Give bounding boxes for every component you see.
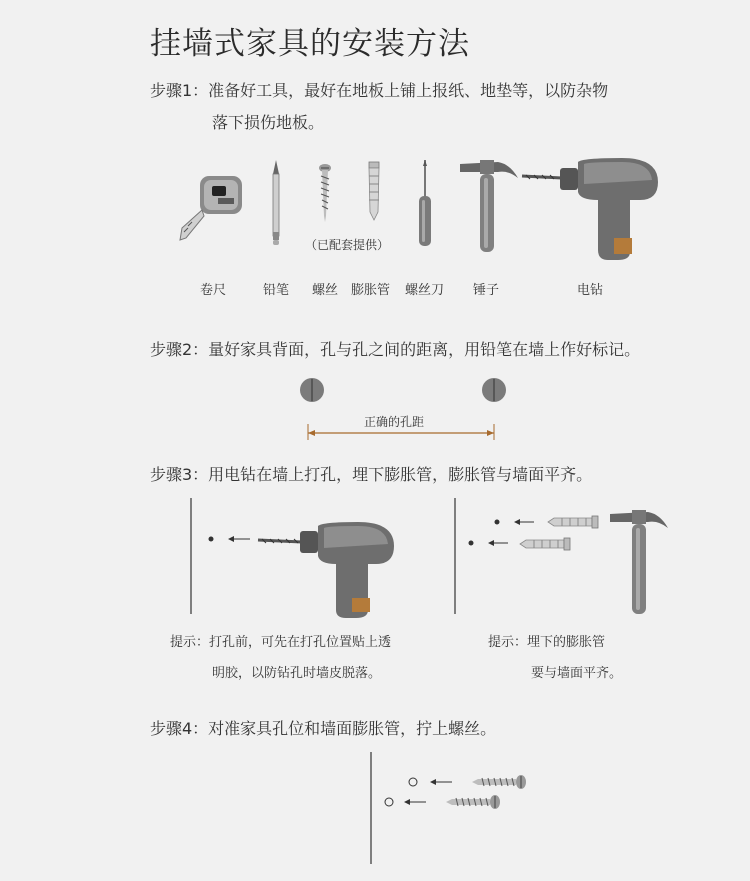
tool-label-hammer: 锤子 xyxy=(473,283,500,298)
wall-line-icon xyxy=(190,498,192,614)
tool-label-plug: 膨胀管 xyxy=(351,283,391,298)
arrow-left-icon xyxy=(228,534,250,544)
page-title: 挂墙式家具的安装方法 xyxy=(150,26,470,62)
step1-line2: 落下损伤地板。 xyxy=(212,113,325,132)
arrow-left-icon xyxy=(488,538,508,548)
step3-text: 步骤3：用电钻在墙上打孔，埋下膨胀管，膨胀管与墙面平齐。 xyxy=(150,465,593,484)
arrow-left-icon xyxy=(514,517,534,527)
screw-horizontal-icon xyxy=(446,794,502,810)
step4-text: 步骤4：对准家具孔位和墙面膨胀管，拧上螺丝。 xyxy=(150,719,497,738)
tool-label-screwdriver: 螺丝刀 xyxy=(405,283,445,298)
tool-label-pencil: 铅笔 xyxy=(263,283,290,298)
screwdriver-icon xyxy=(416,160,434,248)
step2-text: 步骤2：量好家具背面，孔与孔之间的距离，用铅笔在墙上作好标记。 xyxy=(150,340,641,359)
hammer-step3-icon xyxy=(608,508,670,616)
step1-line1: 步骤1：准备好工具，最好在地板上铺上报纸、地垫等，以防杂物 xyxy=(150,81,609,100)
plug-ring-icon xyxy=(384,797,394,807)
tool-label-drill: 电钻 xyxy=(577,283,604,298)
provided-note: （已配套提供） xyxy=(305,238,390,252)
distance-label: 正确的孔距 xyxy=(364,415,425,429)
arrow-left-icon xyxy=(404,797,426,807)
tip-left-line2: 明胶，以防钻孔时墙皮脱落。 xyxy=(212,666,382,681)
wall-plug-horizontal-icon xyxy=(548,515,600,529)
tip-right-line1: 提示：埋下的膨胀管 xyxy=(488,635,606,650)
wall-plug-icon xyxy=(366,162,382,220)
tool-label-screw: 螺丝 xyxy=(312,283,339,298)
plug-hole-dot-icon xyxy=(468,540,474,546)
plug-ring-icon xyxy=(408,777,418,787)
plug-hole-dot-icon xyxy=(494,519,500,525)
screw-horizontal-icon xyxy=(472,774,528,790)
wall-line-step4-icon xyxy=(370,752,372,864)
tape-measure-icon xyxy=(174,170,244,240)
screw-icon xyxy=(318,164,332,222)
hammer-icon xyxy=(458,158,520,254)
drill-hole-dot-icon xyxy=(208,536,214,542)
drill-step3-icon xyxy=(258,520,398,618)
hole-mark-right-icon xyxy=(481,377,507,403)
wall-line-right-icon xyxy=(454,498,456,614)
arrow-left-icon xyxy=(430,777,452,787)
tip-left-line1: 提示：打孔前，可先在打孔位置贴上透 xyxy=(170,635,392,650)
tip-right-line2: 要与墙面平齐。 xyxy=(531,666,623,681)
pencil-icon xyxy=(270,160,282,246)
wall-plug-horizontal-icon xyxy=(520,537,572,551)
tool-label-tape: 卷尺 xyxy=(200,283,227,298)
hole-mark-left-icon xyxy=(299,377,325,403)
drill-icon xyxy=(522,156,662,260)
